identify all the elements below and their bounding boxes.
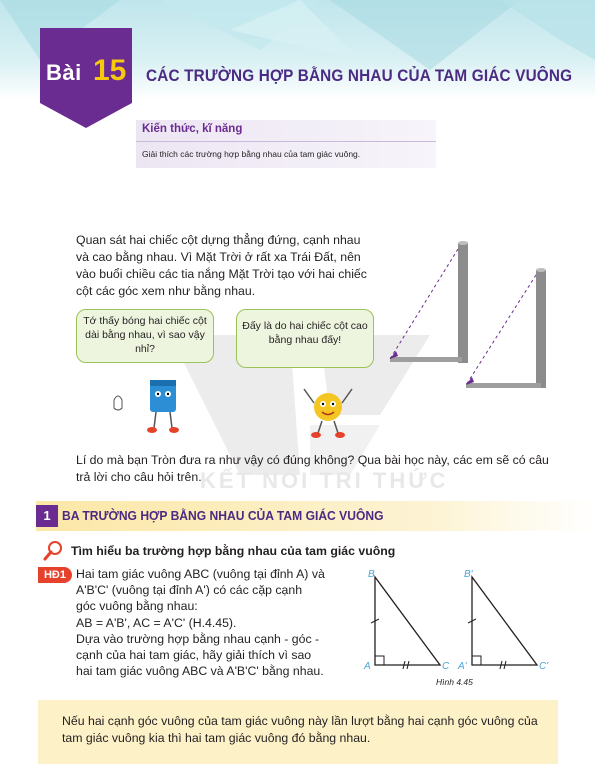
- lesson-title: CÁC TRƯỜNG HỢP BẰNG NHAU CỦA TAM GIÁC VUÔNG: [146, 66, 573, 85]
- skills-text: Giải thích các trường hợp bằng nhau của tam giác vuông.: [142, 149, 361, 159]
- intro-question: Lí do mà bạn Tròn đưa ra như vậy có đúng không? Qua bài học này, các em sẽ có câu trả lời cho câu hỏi trên.: [76, 453, 549, 484]
- label-a: A: [364, 661, 371, 672]
- speech-bubble-left: Tớ thấy bóng hai chiếc cột dài bằng nhau, vì sao vậy nhỉ?: [76, 309, 214, 363]
- label-a-prime: A': [458, 661, 467, 672]
- round-character: [298, 385, 358, 440]
- hd1-line: cạnh của hai tam giác, hãy giải thích vì sao: [76, 648, 312, 663]
- hd1-line: hai tam giác vuông ABC và A'B'C' bằng nhau.: [76, 664, 324, 679]
- hd1-line: góc vuông bằng nhau:: [76, 599, 198, 614]
- label-c: C: [442, 661, 450, 672]
- label-b-prime: B': [464, 569, 473, 580]
- hd1-line: A'B'C' (vuông tại đỉnh A') có các cặp cạnh: [76, 583, 303, 598]
- skills-divider: [136, 141, 436, 142]
- lesson-number: 15: [93, 54, 127, 87]
- speech-bubble-right: Đấy là do hai chiếc cột cao bằng nhau đấy!: [236, 309, 374, 368]
- section-title: BA TRƯỜNG HỢP BẰNG NHAU CỦA TAM GIÁC VUÔNG: [62, 508, 384, 523]
- hd1-line: AB = A'B', AC = A'C' (H.4.45).: [76, 615, 237, 630]
- intro-paragraph: Quan sát hai chiếc cột dựng thẳng đứng, cạnh nhau và cao bằng nhau. Vì Mặt Trời ở rất xa Trái Đất, nên vào buổi chiều các tia nắng Mặt Trời tạo với hai chiếc cột các góc xem như bằng nhau.: [76, 233, 367, 298]
- triangles-figure: [360, 565, 560, 675]
- label-c-prime: C': [539, 661, 549, 672]
- hd1-line: Dựa vào trường hợp bằng nhau cạnh - góc -: [76, 631, 320, 646]
- poles-illustration: [380, 235, 555, 395]
- square-character: [110, 372, 190, 442]
- figure-caption: Hình 4.45: [436, 677, 473, 687]
- theorem-text: Nếu hai cạnh góc vuông của tam giác vuông này lần lượt bằng hai cạnh góc vuông của tam giác vuông kia thì hai tam giác vuông đó bằng nhau.: [62, 714, 538, 745]
- skills-heading: Kiến thức, kĩ năng: [142, 123, 243, 135]
- activity-heading: Tìm hiểu ba trường hợp bằng nhau của tam giác vuông: [71, 544, 396, 558]
- hd1-text: [76, 566, 360, 679]
- lesson-label: Bài: [46, 60, 82, 85]
- hd1-badge: HĐ1: [38, 567, 72, 583]
- label-b: B: [368, 569, 375, 580]
- watermark-text: KẾT NỐI TRI THỨC: [200, 468, 449, 493]
- magnifier-icon: [42, 538, 66, 562]
- section-number: 1: [36, 505, 58, 527]
- hd1-line: Hai tam giác vuông ABC (vuông tại đỉnh A) và: [76, 567, 325, 581]
